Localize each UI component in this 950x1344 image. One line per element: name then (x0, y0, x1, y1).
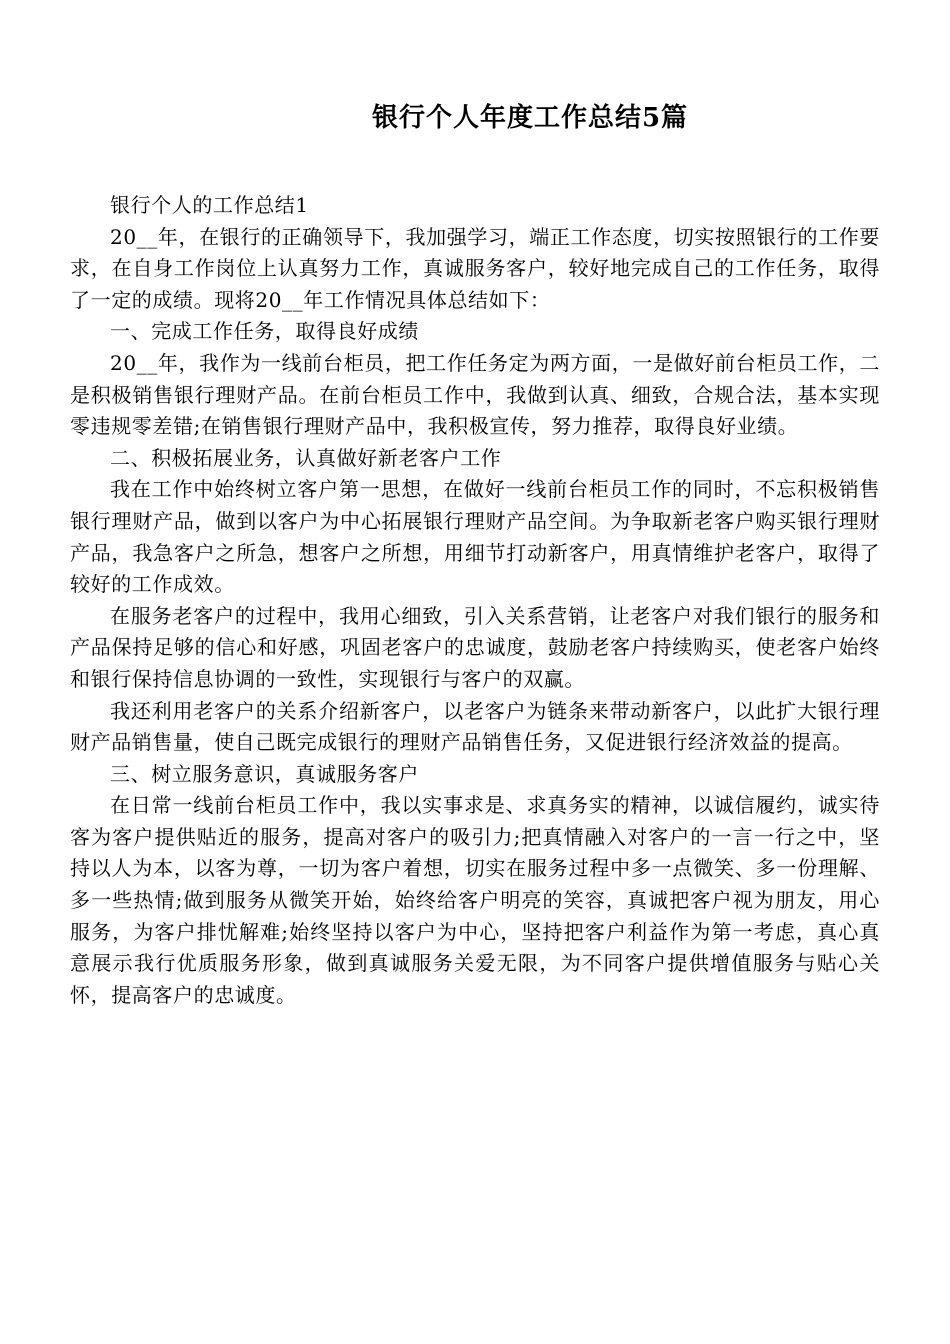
body-paragraph: 我在工作中始终树立客户第一思想，在做好一线前台柜员工作的同时，不忘积极销售银行理财产品，做到以客户为中心拓展银行理财产品空间。为争取新老客户购买银行理财产品，我急客户之所急，想客户之所想，用细节打动新客户，用真情维护老客户，取得了较好的工作成效。 (70, 477, 880, 597)
intro-paragraph: 20__年，在银行的正确领导下，我加强学习，端正工作态度，切实按照银行的工作要求，在自身工作岗位上认真努力工作，真诚服务客户，较好地完成自己的工作任务，取得了一定的成绩。现将20__年工作情况具体总结如下： (70, 224, 880, 312)
body-paragraph: 在日常一线前台柜员工作中，我以实事求是、求真务实的精神，以诚信履约，诚实待客为客户提供贴近的服务，提高对客户的吸引力;把真情融入对客户的一言一行之中，坚持以人为本，以客为尊，一切为客户着想，切实在服务过程中多一点微笑、多一份理解、多一些热情;做到服务从微笑开始，始终给客户明亮的笑容，真诚把客户视为朋友，用心服务，为客户排忧解难;始终坚持以客户为中心，坚持把客户利益作为第一考虑，真心真意展示我行优质服务形象，做到真诚服务关爱无限，为不同客户提供增值服务与贴心关怀，提高客户的忠诚度。 (70, 793, 880, 1007)
body-paragraph: 20__年，我作为一线前台柜员，把工作任务定为两方面，一是做好前台柜员工作，二是积极销售银行理财产品。在前台柜员工作中，我做到认真、细致，合规合法，基本实现零违规零差错;在销售银行理财产品中，我积极宣传，努力推荐，取得良好业绩。 (70, 350, 880, 439)
subheading-3: 三、树立服务意识，真诚服务客户 (110, 761, 419, 786)
body-paragraph: 我还利用老客户的关系介绍新客户，以老客户为链条来带动新客户，以此扩大银行理财产品销售量，使自己既完成银行的理财产品销售任务，又促进银行经济效益的提高。 (70, 698, 880, 755)
subheading-2: 二、积极拓展业务，认真做好新老客户工作 (110, 445, 502, 470)
document-body (70, 190, 880, 1011)
document-title: 银行个人年度工作总结5篇 (371, 103, 689, 133)
body-paragraph: 在服务老客户的过程中，我用心细致，引入关系营销，让老客户对我们银行的服务和产品保持足够的信心和好感，巩固老客户的忠诚度，鼓励老客户持续购买，使老客户始终和银行保持信息协调的一致性，实现银行与客户的双赢。 (70, 603, 880, 691)
subheading-1: 一、完成工作任务，取得良好成绩 (110, 319, 419, 344)
section-heading-1: 银行个人的工作总结1 (110, 193, 309, 217)
